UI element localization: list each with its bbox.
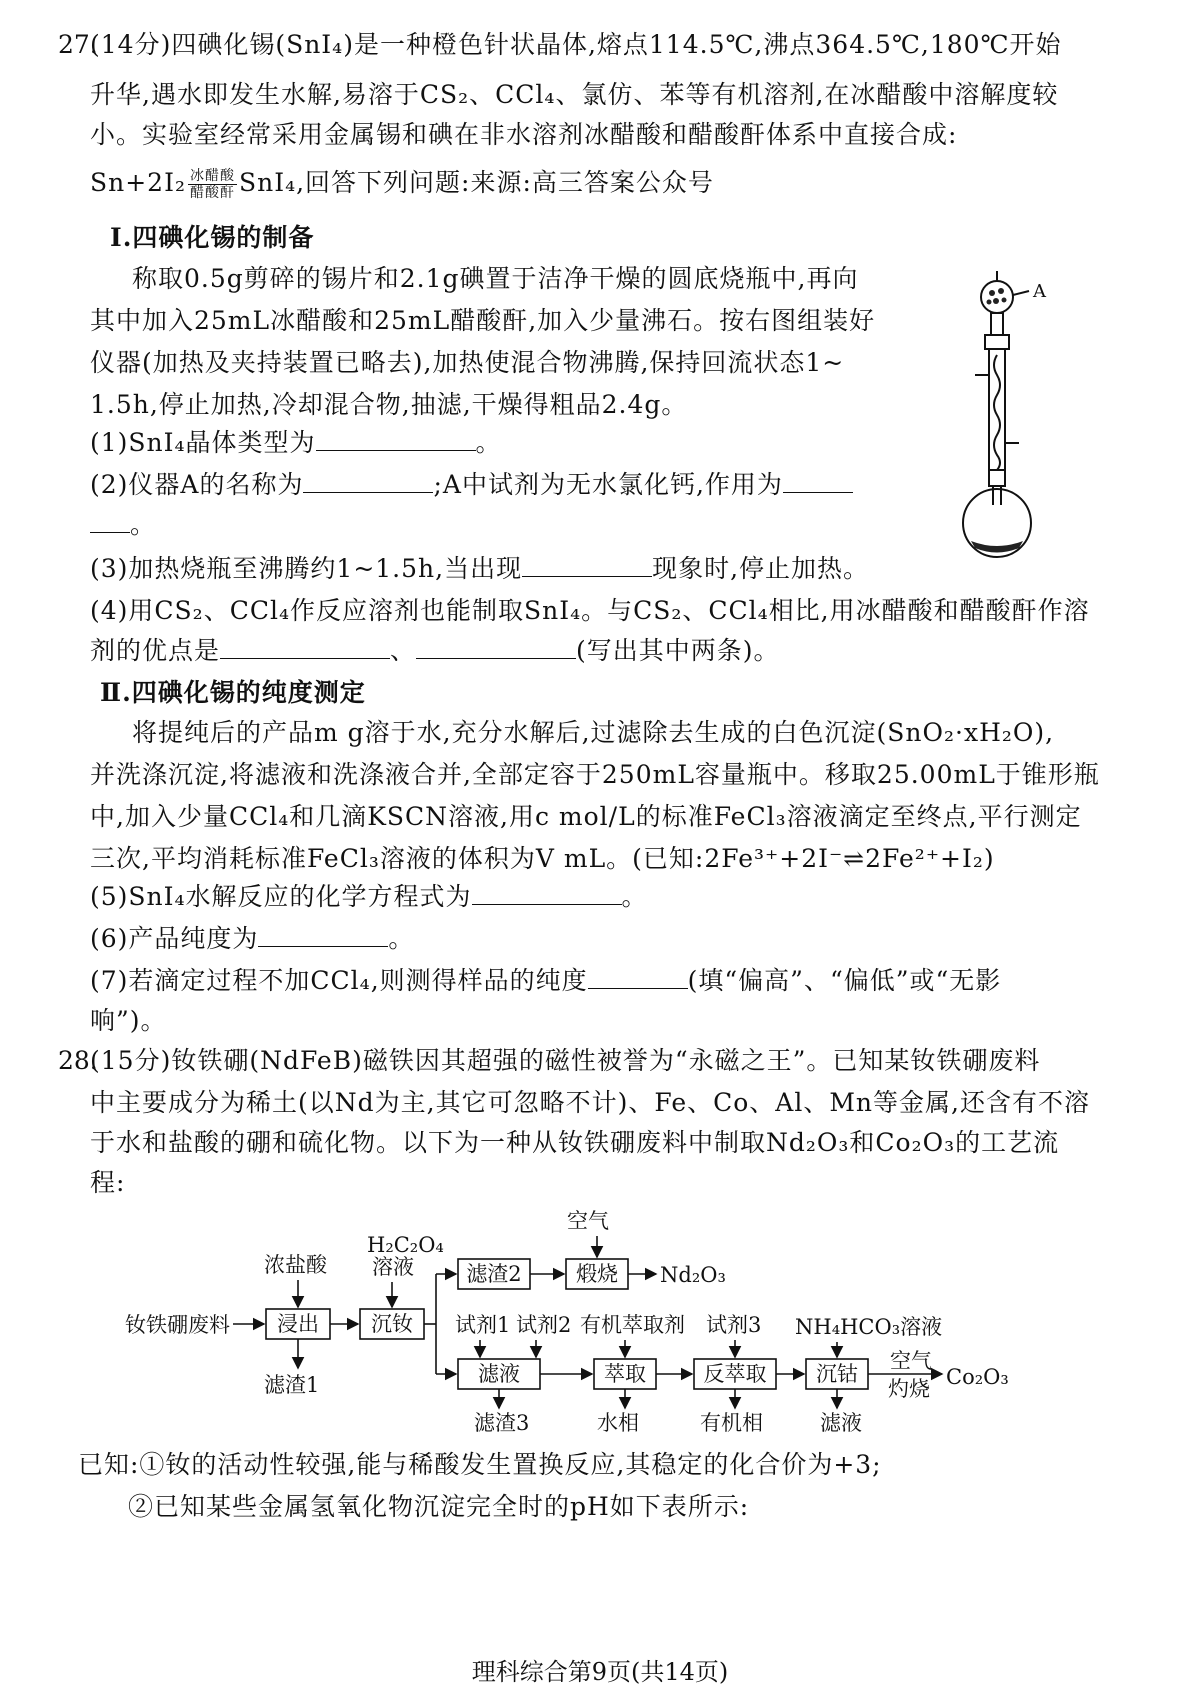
organic-label: 有机相 — [700, 1411, 763, 1435]
section-2-heading: Ⅱ.四碘化锡的纯度测定 — [100, 678, 366, 707]
q28-line-2: 中主要成分为稀土(以Nd为主,其它可忽略不计)、Fe、Co、Al、Mn等金属,还含有不溶 — [90, 1088, 1090, 1117]
question-1-end: 。 — [475, 428, 502, 457]
answer-blank-2c[interactable] — [90, 510, 130, 533]
question-7-text-2: (填“偏高”、“偏低”或“无影 — [687, 966, 1002, 995]
aqueous-label: 水相 — [597, 1411, 639, 1435]
question-6 — [90, 922, 414, 956]
condition-bottom: 醋酸酐 — [189, 185, 235, 201]
q28-line-4: 程: — [90, 1168, 126, 1197]
question-4-end: (写出其中两条)。 — [576, 636, 780, 665]
leach-text: 浸出 — [277, 1312, 319, 1336]
question-5-end: 。 — [621, 882, 648, 911]
oxalic-label-2: 溶液 — [372, 1255, 414, 1279]
strip-text: 反萃取 — [703, 1362, 767, 1386]
question-2 — [90, 468, 853, 502]
oxalic-label-1: H₂C₂O₄ — [367, 1233, 444, 1257]
question-1-text: (1)SnI₄晶体类型为 — [90, 428, 316, 457]
equation-right: SnI₄,回答下列问题:来源:高三答案公众号 — [238, 168, 714, 197]
q27-line-2: 升华,遇水即发生水解,易溶于CS₂、CCl₄、氯仿、苯等有机溶剂,在冰醋酸中溶解度较 — [90, 80, 1059, 109]
air-label-1: 空气 — [567, 1209, 609, 1233]
question-6-text: (6)产品纯度为 — [90, 924, 259, 953]
residue3-label: 滤渣3 — [474, 1411, 530, 1435]
precip-nd-text: 沉钕 — [371, 1312, 413, 1336]
question-28-number: 28. — [58, 1046, 98, 1075]
question-3-text: (3)加热烧瓶至沸腾约1~1.5h,当出现 — [90, 554, 523, 583]
nh4hco3-label: NH₄HCO₃溶液 — [795, 1315, 943, 1339]
reagent1-label: 试剂1 — [455, 1313, 511, 1337]
procedure-line-4: 1.5h,停止加热,冷却混合物,抽滤,干燥得粗品2.4g。 — [90, 390, 688, 419]
equation-left: Sn+2I₂ — [90, 168, 186, 197]
filtrate-text: 滤液 — [478, 1362, 520, 1386]
q27-line-1: (14分)四碘化锡(SnI₄)是一种橙色针状晶体,熔点114.5℃,沸点364.5℃,180℃开始 — [90, 30, 1062, 59]
co2o3-label: Co₂O₃ — [946, 1365, 1009, 1389]
extract-text: 萃取 — [604, 1362, 646, 1386]
feed-label: 钕铁硼废料 — [125, 1313, 230, 1337]
question-6-end: 。 — [388, 924, 415, 953]
question-4-line-2 — [90, 634, 780, 668]
burn-label: 灼烧 — [888, 1377, 930, 1401]
answer-blank-6[interactable] — [258, 924, 388, 947]
question-27-number: 27. — [58, 30, 98, 59]
apparatus-label-a: A — [1033, 281, 1046, 302]
q28-line-3: 于水和盐酸的硼和硫化物。以下为一种从钕铁硼废料中制取Nd₂O₃和Co₂O₃的工艺流 — [90, 1128, 1060, 1157]
answer-blank-4a[interactable] — [220, 636, 390, 659]
question-2-text: (2)仪器A的名称为 — [90, 470, 304, 499]
condenser-coil — [994, 355, 1000, 470]
question-7-end: 响”)。 — [90, 1006, 167, 1035]
question-3 — [90, 552, 869, 586]
section-1-heading: Ⅰ.四碘化锡的制备 — [110, 223, 315, 252]
condition-top: 冰醋酸 — [189, 168, 235, 184]
titration-line-2: 并洗涤沉淀,将滤液和洗涤液合并,全部定容于250mL容量瓶中。移取25.00mL于锥形瓶 — [90, 760, 1100, 789]
question-4-line-1: (4)用CS₂、CCl₄作反应溶剂也能制取SnI₄。与CS₂、CCl₄相比,用冰醋酸和醋酸酐作溶 — [90, 596, 1090, 625]
question-2-cont — [90, 508, 156, 542]
residue2-text: 滤渣2 — [466, 1262, 522, 1286]
answer-blank-3[interactable] — [522, 554, 652, 577]
q28-line-1: (15分)钕铁硼(NdFeB)磁铁因其超强的磁性被誉为“永磁之王”。已知某钕铁硼废料 — [90, 1046, 1041, 1075]
condenser-jacket — [989, 349, 1005, 470]
question-3-end: 现象时,停止加热。 — [652, 554, 870, 583]
question-1 — [90, 426, 502, 460]
procedure-line-1: 称取0.5g剪碎的锡片和2.1g碘置于洁净干燥的圆底烧瓶中,再向 — [132, 264, 859, 293]
process-flow-diagram — [0, 1200, 1200, 1450]
acid-label: 浓盐酸 — [264, 1253, 327, 1277]
reflux-apparatus-diagram — [945, 265, 1085, 565]
answer-blank-1[interactable] — [316, 428, 476, 451]
nd2o3-label: Nd₂O₃ — [660, 1263, 726, 1287]
question-4-sep: 、 — [390, 636, 417, 665]
known-2: ②已知某些金属氢氧化物沉淀完全时的pH如下表所示: — [128, 1492, 750, 1521]
question-7 — [90, 964, 1001, 998]
question-5 — [90, 880, 648, 914]
calcine-text: 煅烧 — [576, 1262, 618, 1286]
answer-blank-7[interactable] — [588, 966, 688, 989]
residue1-label: 滤渣1 — [264, 1373, 320, 1397]
answer-blank-4b[interactable] — [416, 636, 576, 659]
q27-equation — [90, 166, 714, 201]
answer-blank-2b[interactable] — [783, 470, 853, 493]
reagent3-label: 试剂3 — [706, 1313, 762, 1337]
filtrate2-label: 滤液 — [820, 1411, 862, 1435]
extractant-label: 有机萃取剂 — [580, 1313, 685, 1337]
known-1: 已知:①钕的活动性较强,能与稀酸发生置换反应,其稳定的化合价为+3; — [78, 1450, 882, 1479]
question-2-end: 。 — [130, 510, 157, 539]
answer-blank-5[interactable] — [472, 882, 622, 905]
question-4-text: 剂的优点是 — [90, 636, 221, 665]
procedure-line-3: 仪器(加热及夹持装置已略去),加热使混合物沸腾,保持回流状态1~ — [90, 348, 845, 377]
drying-tube-bulb — [981, 281, 1013, 313]
titration-line-1: 将提纯后的产品m g溶于水,充分水解后,过滤除去生成的白色沉淀(SnO₂·xH₂O), — [132, 718, 1055, 747]
precip-co-text: 沉钴 — [816, 1362, 858, 1386]
titration-line-4: 三次,平均消耗标准FeCl₃溶液的体积为V mL。(已知:2Fe³⁺+2I⁻⇌2Fe²⁺+I₂) — [90, 844, 995, 873]
page-footer: 理科综合第9页(共14页) — [471, 1658, 729, 1686]
titration-line-3: 中,加入少量CCl₄和几滴KSCN溶液,用c mol/L的标准FeCl₃溶液滴定至终点,平行测定 — [90, 802, 1082, 831]
air-label-2: 空气 — [890, 1349, 932, 1373]
question-7-text: (7)若滴定过程不加CCl₄,则测得样品的纯度 — [90, 966, 588, 995]
question-2-text-2: ;A中试剂为无水氯化钙,作用为 — [433, 470, 783, 499]
question-5-text: (5)SnI₄水解反应的化学方程式为 — [90, 882, 472, 911]
procedure-line-2: 其中加入25mL冰醋酸和25mL醋酸酐,加入少量沸石。按右图组装好 — [90, 306, 876, 335]
q27-line-3: 小。实验室经常采用金属锡和碘在非水溶剂冰醋酸和醋酸酐体系中直接合成: — [90, 120, 958, 149]
answer-blank-2a[interactable] — [303, 470, 433, 493]
reagent2-label: 试剂2 — [516, 1313, 572, 1337]
equation-condition — [188, 168, 237, 201]
